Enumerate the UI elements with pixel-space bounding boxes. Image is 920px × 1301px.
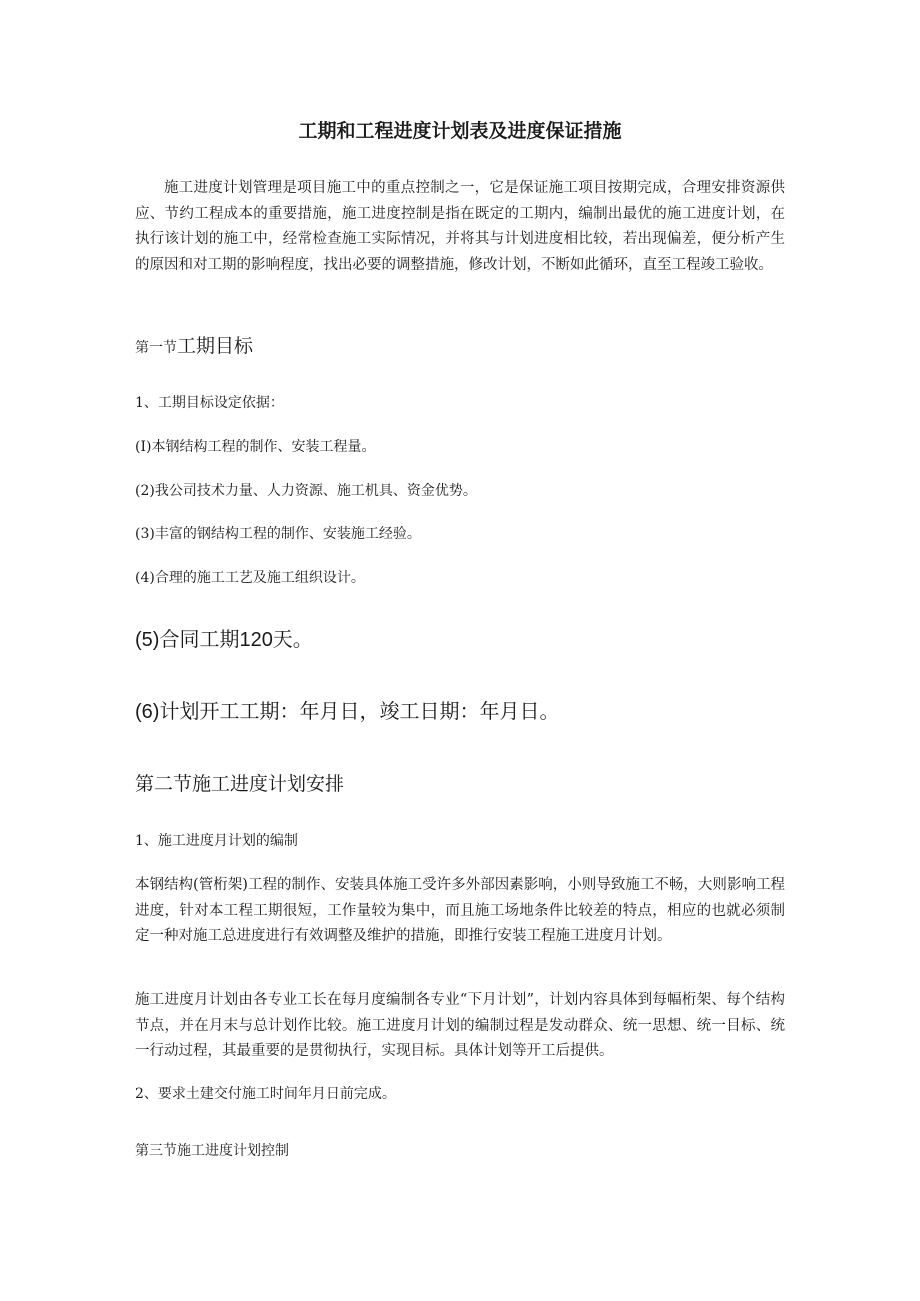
- list-item: (2)我公司技术力量、人力资源、施工机具、资金优势。: [135, 483, 477, 499]
- section-2-item-2: 2、要求土建交付施工时间年月日前完成。: [135, 1086, 396, 1102]
- section-2-heading: 第二节施工进度计划安排: [135, 773, 345, 795]
- intro-paragraph: 施工进度计划管理是项目施工中的重点控制之一，它是保证施工项目按期完成，合理安排资源供应、节约工程成本的重要措施，施工进度控制是指在既定的工期内，编制出最优的施工进度计划，在执行该计划的施工中，经常检查施工实际情况，并将其与计划进度相比较，若出现偏差，便分析产生的原因和对工期的影响程度，找出必要的调整措施，修改计划，不断如此循环，直至工程竣工验收。: [135, 180, 785, 273]
- point-6: (6)计划开工工期：年月日，竣工日期：年月日。: [135, 701, 560, 723]
- section-1-heading: [135, 333, 785, 361]
- list-item: (4)合理的施工工艺及施工组织设计。: [135, 570, 365, 586]
- section-2-paragraph-2: 施工进度月计划由各专业工长在每月度编制各专业“下月计划”，计划内容具体到每幅桁架、每个结构节点，并在月末与总计划作比较。施工进度月计划的编制过程是发动群众、统一思想、统一目标、统一行动过程，其最重要的是贯彻执行，实现目标。具体计划等开工后提供。: [135, 992, 785, 1059]
- section-1-prefix: 第一节: [135, 340, 177, 356]
- list-item: (I)本钢结构工程的制作、安装工程量。: [135, 439, 376, 455]
- section-2-paragraph-1: 本钢结构(管桁架)工程的制作、安装具体施工受许多外部因素影响，小则导致施工不畅，大则影响工程进度，针对本工程工期很短，工作量较为集中，而且施工场地条件比较差的特点，相应的也就必须制定一种对施工总进度进行有效调整及维护的措施，即推行安装工程施工进度月计划。: [135, 877, 785, 944]
- section-2-item-1: 1、施工进度月计划的编制: [135, 833, 298, 849]
- point-5: (5)合同工期120天。: [135, 629, 313, 651]
- section-3-heading: 第三节施工进度计划控制: [135, 1143, 289, 1159]
- document-title: 工期和工程进度计划表及进度保证措施: [298, 120, 622, 142]
- section-1-item-1: 1、工期目标设定依据：: [135, 395, 284, 411]
- list-item: (3)丰富的钢结构工程的制作、安装施工经验。: [135, 526, 421, 542]
- section-1-title: 工期目标: [177, 335, 254, 357]
